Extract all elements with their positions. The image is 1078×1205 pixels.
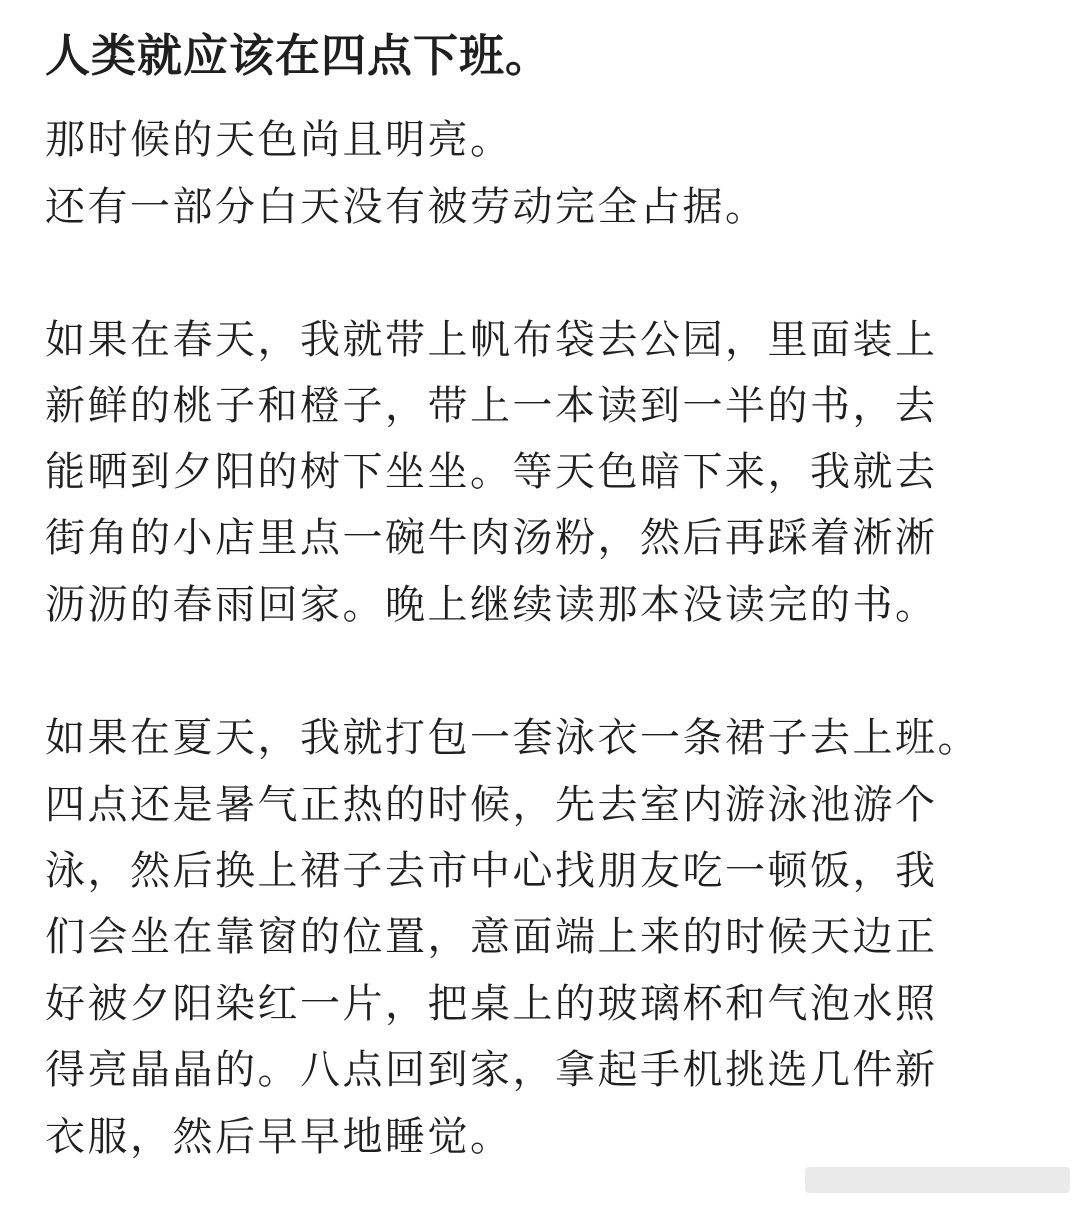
paragraph-line: 那时候的天色尚且明亮。: [45, 117, 513, 163]
paragraph-line: 们会坐在靠窗的位置，意面端上来的时候天边正: [45, 914, 938, 960]
post-title: 人类就应该在四点下班。: [45, 29, 552, 82]
paragraph-line: 新鲜的桃子和橙子，带上一本读到一半的书，去: [45, 383, 938, 429]
watermark-bar: [805, 1167, 1070, 1193]
paragraph-line: 如果在夏天，我就打包一套泳衣一条裙子去上班。: [45, 715, 980, 761]
paragraph-line: 得亮晶晶的。八点回到家，拿起手机挑选几件新: [45, 1047, 938, 1093]
paragraph-line: 还有一部分白天没有被劳动完全占据。: [45, 184, 768, 230]
paragraph-line: 沥沥的春雨回家。晚上继续读那本没读完的书。: [45, 582, 938, 628]
paragraph-line: 泳，然后换上裙子去市中心找朋友吃一顿饭，我: [45, 848, 938, 894]
paragraph-line: 好被夕阳染红一片，把桌上的玻璃杯和气泡水照: [45, 981, 938, 1027]
paragraph-line: 能晒到夕阳的树下坐坐。等天色暗下来，我就去: [45, 449, 938, 495]
paragraph-line: 衣服，然后早早地睡觉。: [45, 1114, 513, 1160]
paragraph-line: 四点还是暑气正热的时候，先去室内游泳池游个: [45, 782, 938, 828]
paragraph-line: 街角的小店里点一碗牛肉汤粉，然后再踩着淅淅: [45, 515, 938, 561]
paragraph-line: 如果在春天，我就带上帆布袋去公园，里面装上: [45, 317, 938, 363]
